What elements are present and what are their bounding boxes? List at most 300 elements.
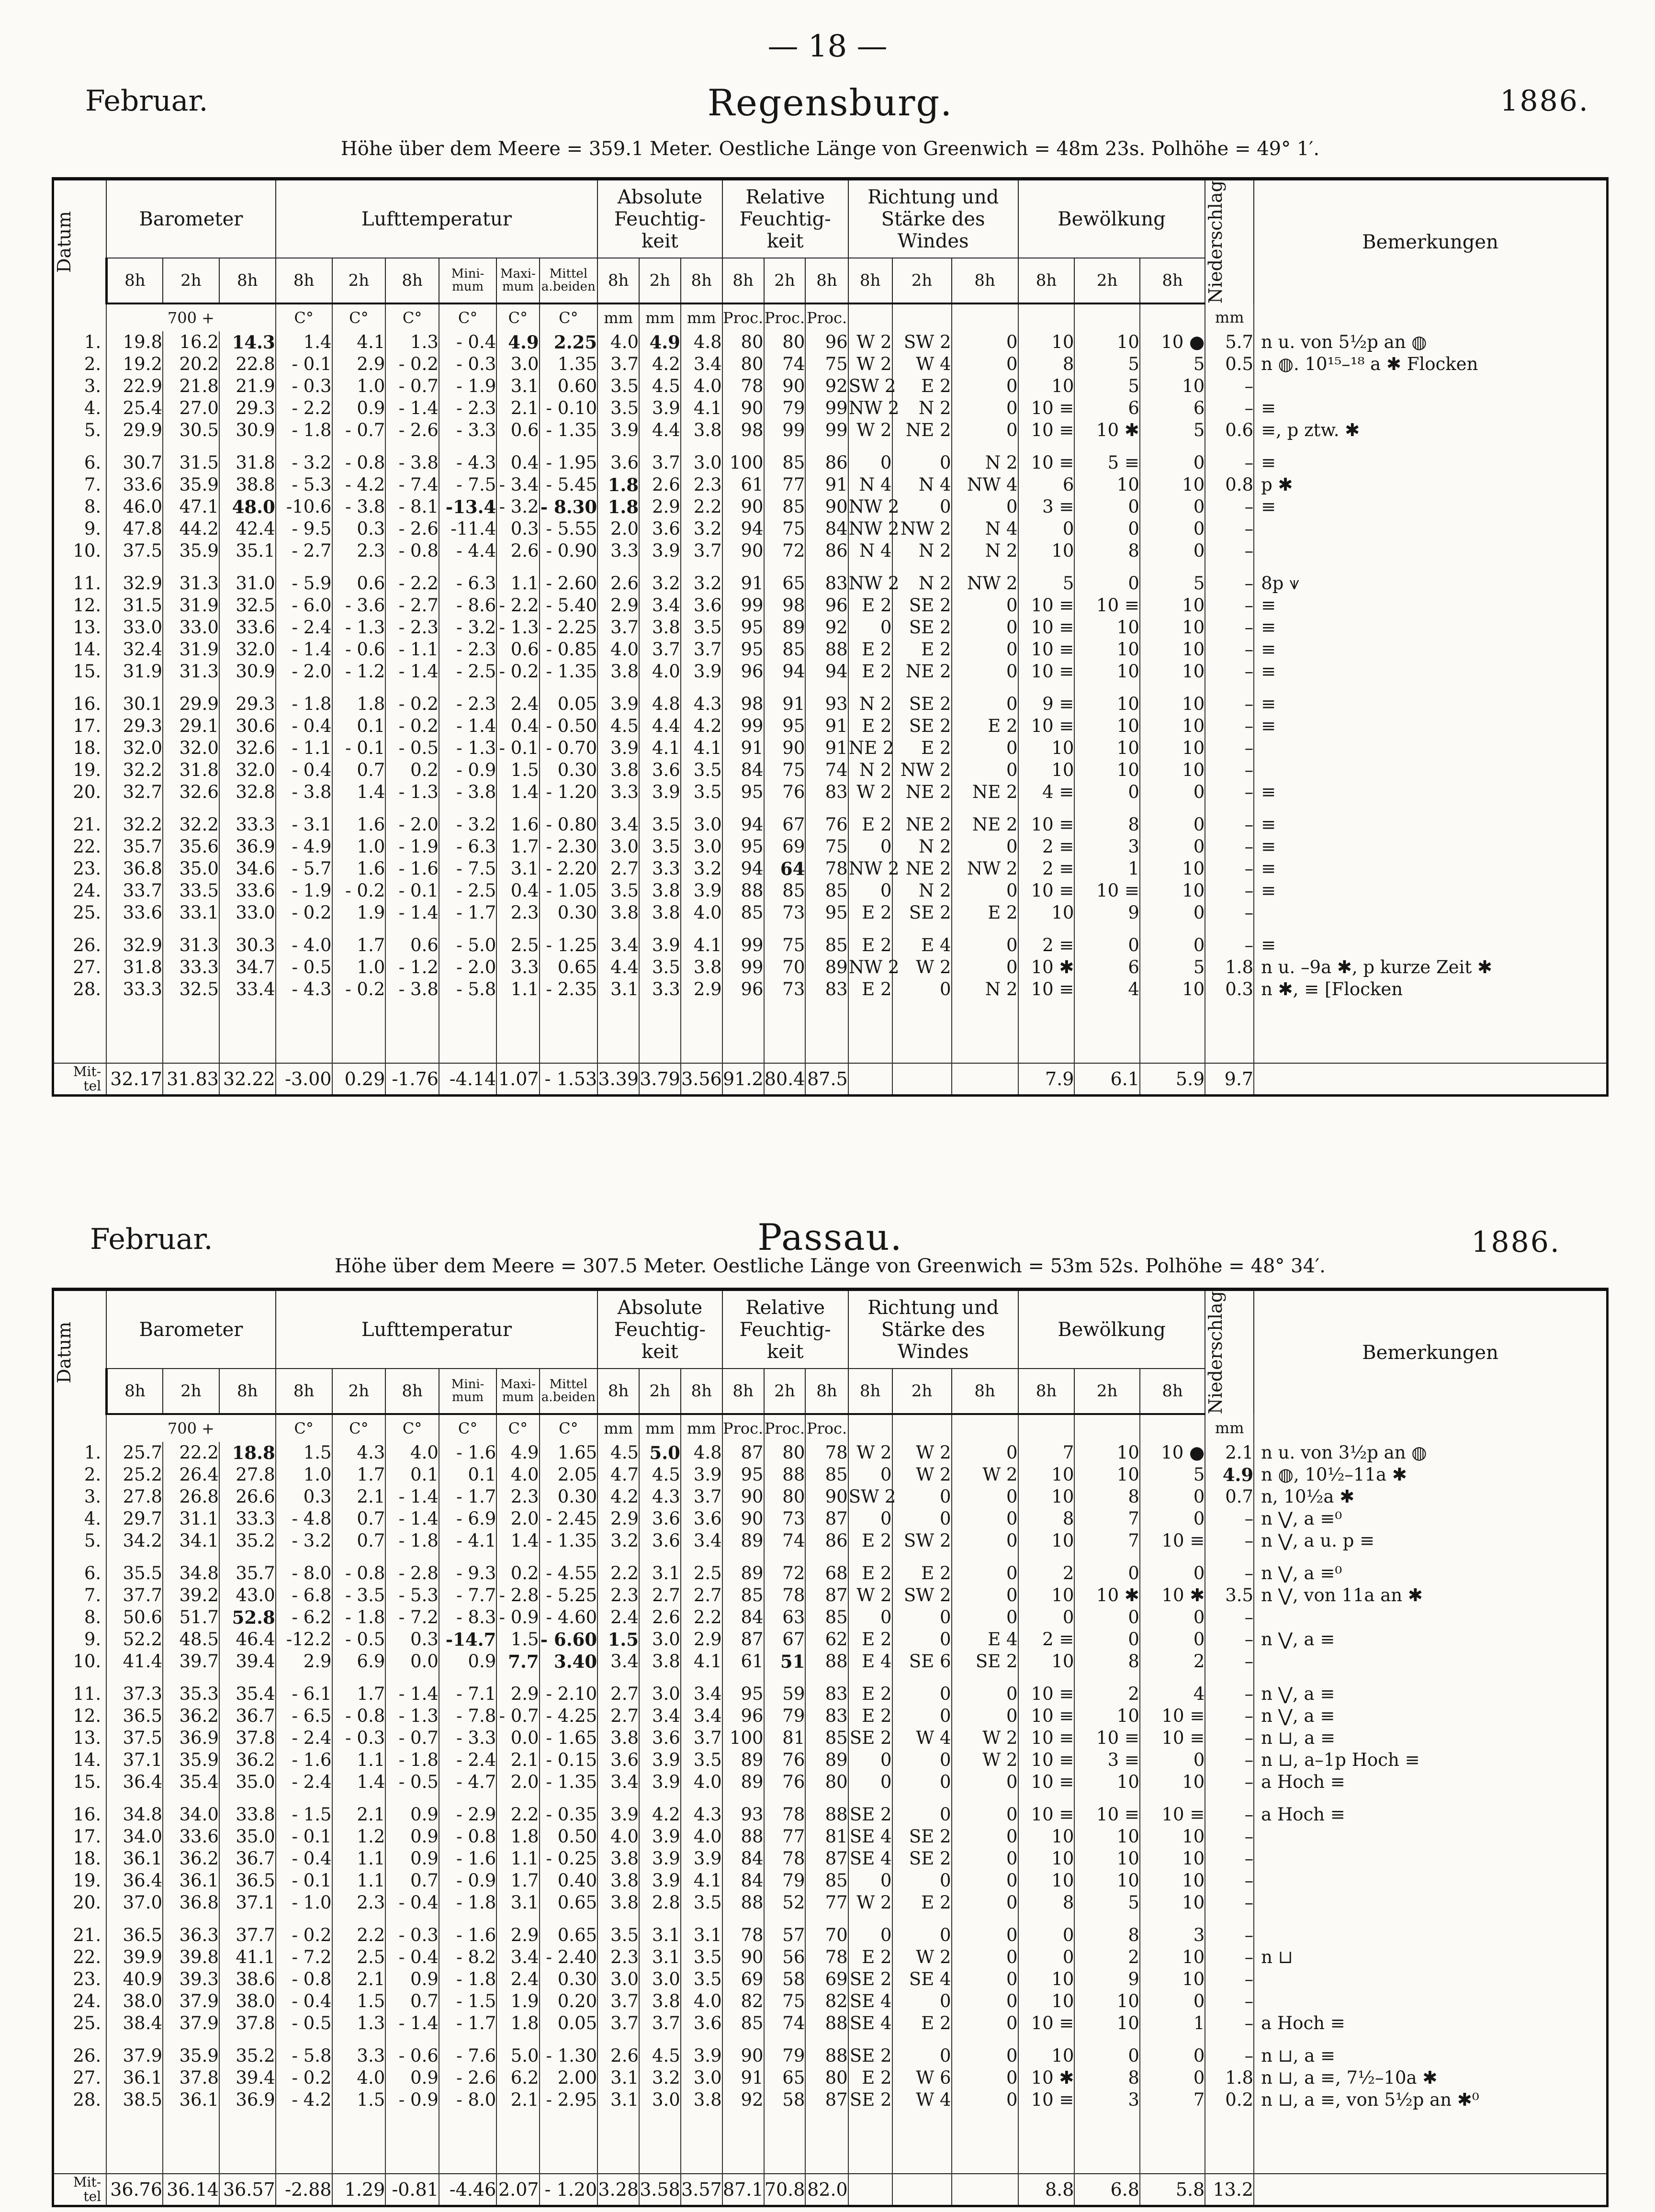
value-cell: 36.2 <box>163 1705 219 1727</box>
value-cell: 4.1 <box>332 331 386 353</box>
unit-barometer: 700 + <box>106 303 276 331</box>
spacer-cell <box>163 1000 219 1063</box>
value-cell: 19.8 <box>106 331 163 353</box>
value-cell: 37.9 <box>163 2012 219 2034</box>
value-cell: - 4.8 <box>276 1508 332 1530</box>
value-cell: - 1.9 <box>276 880 332 902</box>
value-cell: 2 ≡ <box>1018 934 1075 956</box>
spacer-cell <box>805 683 848 693</box>
value-cell: 3.6 <box>639 1508 681 1530</box>
value-cell: 35.6 <box>163 836 219 858</box>
value-cell: 25.4 <box>106 397 163 419</box>
value-cell: 36.1 <box>106 1848 163 1870</box>
value-cell: E 2 <box>848 814 892 836</box>
observation-table <box>52 1288 1609 2207</box>
value-cell: 10 <box>1074 1826 1139 1848</box>
value-cell: - 1.8 <box>332 1606 386 1628</box>
unit-proc: Proc. <box>764 303 806 331</box>
spacer-cell <box>848 1000 892 1063</box>
value-cell: 2.3 <box>681 474 722 496</box>
value-cell: NE 2 <box>892 814 952 836</box>
spacer-cell <box>332 1000 386 1063</box>
remark-cell: n ⊔, a ≡, von 5½p an ✱⁰ <box>1254 2089 1607 2111</box>
value-cell: - 2.35 <box>540 978 598 1000</box>
value-cell: 10 <box>1140 880 1205 902</box>
value-cell: 89 <box>722 1530 764 1552</box>
value-cell: - 1.8 <box>385 1749 439 1771</box>
value-cell: 32.7 <box>106 781 163 803</box>
value-cell: 4 ≡ <box>1018 781 1075 803</box>
value-cell: 0 <box>848 1771 892 1793</box>
value-cell: 79 <box>764 2045 806 2067</box>
subheader-mittel: Mittel a.beiden <box>540 258 598 303</box>
day-cell: 11. <box>53 1683 107 1705</box>
spacer-cell <box>540 2034 598 2045</box>
value-cell: - 8.0 <box>276 1562 332 1584</box>
value-cell: 77 <box>764 1826 806 1848</box>
mean-cell: -1.76 <box>385 1063 439 1096</box>
value-cell: - 2.3 <box>439 397 496 419</box>
day-cell: 10. <box>53 540 107 562</box>
value-cell: 2.9 <box>681 1628 722 1651</box>
spacer-cell <box>163 803 219 814</box>
value-cell: 2.7 <box>597 1705 639 1727</box>
unit-cell <box>53 303 107 331</box>
spacer-cell <box>53 683 107 693</box>
spacer-cell <box>1205 562 1254 573</box>
value-cell: E 2 <box>848 1683 892 1705</box>
value-cell: 3.3 <box>639 978 681 1000</box>
table-row <box>53 1683 1608 1705</box>
value-cell: 8 <box>1074 1651 1139 1673</box>
value-cell: 1.1 <box>332 1749 386 1771</box>
value-cell: 3.5 <box>1205 1584 1254 1606</box>
value-cell: 86 <box>805 1530 848 1552</box>
value-cell: 61 <box>722 1651 764 1673</box>
spacer-cell <box>385 562 439 573</box>
value-cell: 2.1 <box>496 2089 539 2111</box>
spacer-cell <box>1018 441 1075 452</box>
spacer-cell <box>1074 441 1139 452</box>
value-cell: 90 <box>722 397 764 419</box>
table-row <box>53 1968 1608 1990</box>
value-cell: 3.9 <box>681 880 722 902</box>
value-cell: 4.4 <box>639 715 681 737</box>
value-cell: - 7.5 <box>439 858 496 880</box>
table-row <box>53 540 1608 562</box>
remark-cell: n ◍, 10½–11a ✱ <box>1254 1464 1607 1486</box>
spacer-cell <box>952 1000 1018 1063</box>
day-cell: 2. <box>53 1464 107 1486</box>
value-cell: 0.6 <box>1205 419 1254 441</box>
value-cell: 29.7 <box>106 1508 163 1530</box>
value-cell: 7 <box>1018 1442 1075 1464</box>
spacer-cell <box>952 803 1018 814</box>
value-cell: E 2 <box>892 2012 952 2034</box>
spacer-cell <box>219 562 276 573</box>
value-cell: 35.0 <box>163 858 219 880</box>
value-cell: 37.7 <box>106 1584 163 1606</box>
value-cell: 37.8 <box>219 2012 276 2034</box>
value-cell: 0 <box>1140 1628 1205 1651</box>
value-cell: 3.8 <box>639 902 681 924</box>
value-cell: - 2.3 <box>439 693 496 715</box>
spacer-cell <box>1018 924 1075 934</box>
value-cell: 10 <box>1074 1848 1139 1870</box>
day-cell: 8. <box>53 1606 107 1628</box>
subheader-h8: 8h <box>1018 258 1075 303</box>
unit-proc: Proc. <box>722 1414 764 1442</box>
remark-cell: n ⊔, a–1p Hoch ≡ <box>1254 1749 1607 1771</box>
value-cell: 10 <box>1018 737 1075 759</box>
unit-mm: mm <box>681 303 722 331</box>
value-cell: 4.1 <box>681 1651 722 1673</box>
value-cell: 0 <box>892 1771 952 1793</box>
value-cell: 1.7 <box>496 836 539 858</box>
value-cell: – <box>1205 858 1254 880</box>
value-cell: 0 <box>952 880 1018 902</box>
table-row <box>53 1892 1608 1914</box>
remark-cell: a Hoch ≡ <box>1254 1771 1607 1793</box>
col-niederschlag <box>1205 1290 1254 1415</box>
value-cell: - 4.2 <box>276 2089 332 2111</box>
value-cell: 10 <box>1018 331 1075 353</box>
spacer-cell <box>496 1000 539 1063</box>
unit-cell <box>892 1414 952 1442</box>
spacer-cell <box>106 1673 163 1683</box>
value-cell: 32.9 <box>106 573 163 595</box>
value-cell: - 0.9 <box>439 1870 496 1892</box>
value-cell: 0 <box>848 880 892 902</box>
day-cell: 27. <box>53 956 107 978</box>
unit-mm: mm <box>681 1414 722 1442</box>
value-cell: 1.4 <box>496 1530 539 1552</box>
value-cell: -12.2 <box>276 1628 332 1651</box>
spacer-cell <box>1205 1673 1254 1683</box>
value-cell: - 4.2 <box>332 474 386 496</box>
value-cell: 3.4 <box>496 1946 539 1968</box>
value-cell: SW 2 <box>848 376 896 397</box>
value-cell: 10 <box>1074 1705 1139 1727</box>
value-cell: 9 <box>1074 902 1139 924</box>
value-cell: 3.8 <box>639 1651 681 1673</box>
value-cell: 5.0 <box>496 2045 539 2067</box>
value-cell: 85 <box>722 902 764 924</box>
value-cell: - 4.0 <box>276 934 332 956</box>
value-cell: 36.5 <box>106 1705 163 1727</box>
table-row <box>53 419 1608 441</box>
value-cell: - 4.1 <box>439 1530 496 1552</box>
value-cell: - 0.50 <box>540 715 598 737</box>
value-cell: – <box>1205 1683 1254 1705</box>
value-cell: N 2 <box>892 836 952 858</box>
value-cell: 39.3 <box>163 1968 219 1990</box>
spacer-cell <box>496 2034 539 2045</box>
value-cell: 32.0 <box>219 639 276 661</box>
spacer-cell <box>639 1914 681 1924</box>
value-cell: 75 <box>805 353 848 375</box>
value-cell: - 1.35 <box>540 661 598 683</box>
value-cell: 3.5 <box>681 617 722 639</box>
value-cell: 10 <box>1074 617 1139 639</box>
value-cell: 3.8 <box>597 1892 639 1914</box>
value-cell: 0 <box>892 1804 952 1826</box>
col-relative-feuchtigkeit: Relative Feuchtig- keit <box>722 179 848 258</box>
value-cell: NW 2 <box>892 518 952 540</box>
spacer-cell <box>385 1793 439 1804</box>
value-cell: 69 <box>764 836 806 858</box>
value-cell: - 0.1 <box>385 880 439 902</box>
value-cell: – <box>1205 1826 1254 1848</box>
value-cell: 2.3 <box>496 902 539 924</box>
value-cell: - 1.4 <box>385 1508 439 1530</box>
value-cell: – <box>1205 540 1254 562</box>
value-cell: 0 <box>952 375 1018 397</box>
spacer-cell <box>540 562 598 573</box>
value-cell: 10 ≡ <box>1140 1804 1205 1826</box>
spacer-cell <box>1140 2034 1205 2045</box>
unit-proc: Proc. <box>764 1414 806 1442</box>
value-cell: 0 <box>1018 1606 1075 1628</box>
spacer-cell <box>1074 683 1139 693</box>
value-cell: – <box>1205 902 1254 924</box>
spacer-cell <box>276 441 332 452</box>
spacer-cell <box>848 1914 892 1924</box>
value-cell: 3.8 <box>681 956 722 978</box>
value-cell: 10 <box>1018 1464 1075 1486</box>
value-cell: 3.5 <box>681 1749 722 1771</box>
value-cell: 85 <box>722 2012 764 2034</box>
value-cell: 3.0 <box>639 1968 681 1990</box>
value-cell: 2.7 <box>597 1683 639 1705</box>
table-row <box>53 978 1608 1000</box>
mean-cell <box>1254 1063 1607 1096</box>
value-cell: 2 <box>1074 1946 1139 1968</box>
value-cell: 36.9 <box>219 836 276 858</box>
value-cell: 0 <box>952 353 1018 375</box>
value-cell: 10 ✱ <box>1074 419 1139 441</box>
value-cell: 4.3 <box>332 1442 386 1464</box>
value-cell: 1.5 <box>496 759 539 781</box>
spacer-cell <box>639 2111 681 2174</box>
value-cell: 10 ≡ <box>1074 1804 1139 1826</box>
spacer-cell <box>892 1000 952 1063</box>
section-regensburg <box>52 81 1609 1206</box>
value-cell: 19.2 <box>106 353 163 375</box>
value-cell: 58 <box>764 2089 806 2111</box>
value-cell: 3.6 <box>681 2012 722 2034</box>
value-cell: 95 <box>722 1464 764 1486</box>
value-cell: – <box>1205 2012 1254 2034</box>
spacer-cell <box>1140 2111 1205 2174</box>
spacer-cell <box>1140 1914 1205 1924</box>
value-cell: - 8.1 <box>385 496 439 518</box>
value-cell: 8 <box>1074 814 1139 836</box>
value-cell: 2 ≡ <box>1018 858 1075 880</box>
value-cell: 36.3 <box>163 1924 219 1946</box>
value-cell: 10 <box>1018 1530 1075 1552</box>
spacer-cell <box>952 683 1018 693</box>
spacer-cell <box>1140 1000 1205 1063</box>
value-cell: 7.7 <box>496 1651 539 1673</box>
value-cell: 43.0 <box>219 1584 276 1606</box>
table-row <box>53 1749 1608 1771</box>
unit-cell <box>1074 1414 1139 1442</box>
col-bemerkungen: Bemerkungen <box>1254 1290 1607 1415</box>
value-cell: 21.8 <box>163 375 219 397</box>
spacer-cell <box>805 924 848 934</box>
value-cell: 33.0 <box>163 617 219 639</box>
value-cell: 2.6 <box>496 540 539 562</box>
unit-celsius: C° <box>276 1414 332 1442</box>
value-cell: 91 <box>722 737 764 759</box>
spacer-cell <box>163 2034 219 2045</box>
value-cell: - 3.8 <box>385 452 439 474</box>
unit-celsius: C° <box>439 303 496 331</box>
value-cell: 96 <box>722 661 764 683</box>
value-cell: 99 <box>722 956 764 978</box>
value-cell: 3.0 <box>597 836 639 858</box>
value-cell: 0 <box>1140 1606 1205 1628</box>
value-cell: 3.1 <box>597 2089 639 2111</box>
value-cell: 2.6 <box>639 474 681 496</box>
value-cell: 0 <box>848 1464 892 1486</box>
spacer-cell <box>681 1552 722 1562</box>
value-cell: 80 <box>764 1442 806 1464</box>
value-cell: 94 <box>722 814 764 836</box>
spacer-cell <box>952 1673 1018 1683</box>
value-cell: 2.0 <box>597 518 639 540</box>
value-cell: SE 2 <box>848 1968 892 1990</box>
value-cell: - 1.5 <box>439 1990 496 2012</box>
value-cell: 22.8 <box>219 353 276 375</box>
value-cell: 46.4 <box>219 1628 276 1651</box>
remark-cell: n ⋁, a ≡ <box>1254 1705 1607 1727</box>
value-cell: 58 <box>764 1968 806 1990</box>
remark-cell: n ⊔, a ≡ <box>1254 2045 1607 2067</box>
value-cell: - 5.40 <box>540 595 598 617</box>
value-cell: 2 <box>1140 1651 1205 1673</box>
value-cell: 31.9 <box>106 661 163 683</box>
spacer-cell <box>952 1552 1018 1562</box>
value-cell: -11.4 <box>439 518 496 540</box>
spacer-cell <box>53 803 107 814</box>
value-cell: 1.5 <box>597 1628 639 1651</box>
spacer-cell <box>1205 441 1254 452</box>
value-cell: 0.30 <box>540 1486 598 1508</box>
subheader-h8: 8h <box>805 1369 848 1414</box>
spacer-cell <box>639 924 681 934</box>
spacer-cell <box>681 803 722 814</box>
table-row <box>53 1924 1608 1946</box>
value-cell: 0.30 <box>540 1968 598 1990</box>
value-cell: 46.0 <box>106 496 163 518</box>
table-row <box>53 858 1608 880</box>
value-cell: - 1.4 <box>385 1683 439 1705</box>
spacer-cell <box>1254 562 1607 573</box>
value-cell: 30.7 <box>106 452 163 474</box>
value-cell: - 0.4 <box>276 1990 332 2012</box>
spacer-cell <box>385 803 439 814</box>
col-bewoelkung: Bewölkung <box>1018 1290 1205 1369</box>
value-cell: W 2 <box>892 1464 952 1486</box>
value-cell: 38.5 <box>106 2089 163 2111</box>
value-cell: 10 ≡ <box>1018 661 1075 683</box>
spacer-cell <box>1074 1914 1139 1924</box>
value-cell: 32.2 <box>163 814 219 836</box>
table-row <box>53 1486 1608 1508</box>
remark-cell: ≡ <box>1254 858 1607 880</box>
mean-cell <box>1254 2174 1607 2206</box>
value-cell: 88 <box>805 1804 848 1826</box>
value-cell: - 1.6 <box>439 1442 496 1464</box>
day-cell: 18. <box>53 737 107 759</box>
spacer-cell <box>1018 1552 1075 1562</box>
spacer-cell <box>805 562 848 573</box>
value-cell: 2.4 <box>496 1968 539 1990</box>
value-cell: W 4 <box>892 353 952 375</box>
value-cell: 98 <box>722 693 764 715</box>
table-row <box>53 1628 1608 1651</box>
value-cell: 0.40 <box>540 1870 598 1892</box>
value-cell: 29.3 <box>219 693 276 715</box>
value-cell: W 6 <box>892 2067 952 2089</box>
value-cell: 5 <box>1140 1464 1205 1486</box>
value-cell: 4.2 <box>681 715 722 737</box>
value-cell: - 0.5 <box>385 737 439 759</box>
mean-cell: 1.07 <box>496 1063 539 1096</box>
mean-cell: 3.28 <box>597 2174 639 2206</box>
value-cell: 4.0 <box>332 2067 386 2089</box>
spacer-cell <box>385 1673 439 1683</box>
month-label: Februar. <box>90 1223 213 1256</box>
value-cell: 6 <box>1140 397 1205 419</box>
value-cell: - 3.1 <box>276 814 332 836</box>
value-cell: 3.9 <box>681 1464 722 1486</box>
value-cell: - 0.4 <box>385 1946 439 1968</box>
value-cell: - 5.8 <box>276 2045 332 2067</box>
spacer-cell <box>597 803 639 814</box>
spacer-cell <box>1140 562 1205 573</box>
value-cell: - 2.4 <box>276 1771 332 1793</box>
value-cell: 3.4 <box>597 814 639 836</box>
value-cell: 0 <box>1140 1562 1205 1584</box>
unit-cell <box>892 303 952 331</box>
subheader-max: Maxi- mum <box>496 258 539 303</box>
day-cell: 20. <box>53 781 107 803</box>
value-cell: 99 <box>722 715 764 737</box>
value-cell: SE 4 <box>848 1990 892 2012</box>
unit-cell <box>1018 1414 1075 1442</box>
value-cell: E 2 <box>848 934 892 956</box>
value-cell: - 0.2 <box>385 715 439 737</box>
value-cell: 78 <box>764 1804 806 1826</box>
value-cell: NE 2 <box>952 781 1018 803</box>
value-cell: 85 <box>805 880 848 902</box>
value-cell: 4.5 <box>639 375 681 397</box>
value-cell: 10 <box>1140 737 1205 759</box>
table-row <box>53 1442 1608 1464</box>
value-cell: - 8.6 <box>439 595 496 617</box>
value-cell: 10 <box>1140 978 1205 1000</box>
mean-cell: 32.17 <box>106 1063 163 1096</box>
value-cell: 89 <box>722 1771 764 1793</box>
value-cell: 98 <box>722 419 764 441</box>
spacer-cell <box>439 1552 496 1562</box>
value-cell: - 2.8 <box>385 1562 439 1584</box>
value-cell: 35.3 <box>163 1683 219 1705</box>
value-cell: - 3.3 <box>439 419 496 441</box>
